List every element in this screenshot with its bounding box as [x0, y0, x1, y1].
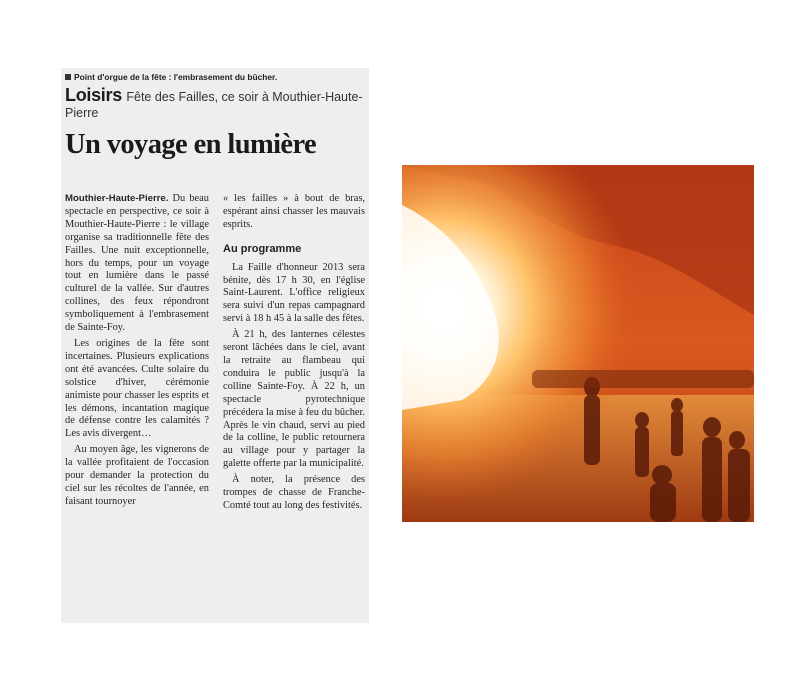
- paragraph: Les origines de la fête sont incertaines. Plusieurs explications ont été avancées. Culte solaire du solstice d'hiver, cérémonie animiste pour chasser les esprits et les démons, incantation magique de défense contre les calamités ? Les avis divergent…: [65, 337, 209, 440]
- article-column-1: [65, 193, 209, 512]
- paragraph: « les failles » à bout de bras, espérant ainsi chasser les mauvais esprits.: [223, 193, 365, 230]
- bullet-square-icon: [65, 74, 71, 80]
- bonfire-photo: [402, 165, 754, 522]
- article-headline: Un voyage en lumière: [65, 129, 317, 160]
- rubric-keyword: Loisirs: [65, 85, 122, 105]
- section-subhead: Au programme: [223, 242, 302, 255]
- caption-text: Point d'orgue de la fête : l'embrasement du bûcher.: [74, 72, 278, 82]
- paragraph: Au moyen âge, les vignerons de la vallée profitaient de l'occasion pour demander la protection du ciel sur les récoltes de l'année, en faisant tournoyer: [65, 444, 209, 507]
- dateline: Mouthier-Haute-Pierre.: [65, 193, 169, 204]
- photo-caption: [65, 72, 365, 82]
- paragraph-text: Du beau spectacle en perspective, ce soir à Mouthier-Haute-Pierre : le village organise sa traditionnelle fête des Failles. Une nuit exceptionnelle, hors du temps, pour un voyage tout en lumière dans le passé culturel de la vallée. Sur d'autres collines, des feux répondront symboliquement à l'embrasement de Sainte-Foy.: [65, 193, 209, 334]
- rubric-subtitle: Fête des Failles, ce soir à Mouthier-Haute-Pierre: [65, 90, 363, 120]
- distant-crowd: [532, 370, 754, 388]
- paragraph: [65, 193, 209, 335]
- article-column-2: [223, 193, 365, 516]
- paragraph: À noter, la présence des trompes de chasse de Franche-Comté tout au long des festivités.: [223, 474, 365, 511]
- paragraph: La Faille d'honneur 2013 sera bénite, dès 17 h 30, en l'église Saint-Laurent. L'office religieux sera suivi d'un repas campagnard servi à 18 h 45 à la salle des fêtes.: [223, 261, 365, 325]
- rubric: [65, 85, 367, 121]
- paragraph: À 21 h, des lanternes célestes seront lâchées dans le ciel, avant la retraite au flambeau qui conduira le public jusqu'à la colline Sainte-Foy. À 22 h, un spectacle pyrotechnique précédera la mise à feu du bûcher. Après le vin chaud, servi au pied de la colline, le public retournera au village pour y partager la galette offerte par la municipalité.: [223, 329, 365, 470]
